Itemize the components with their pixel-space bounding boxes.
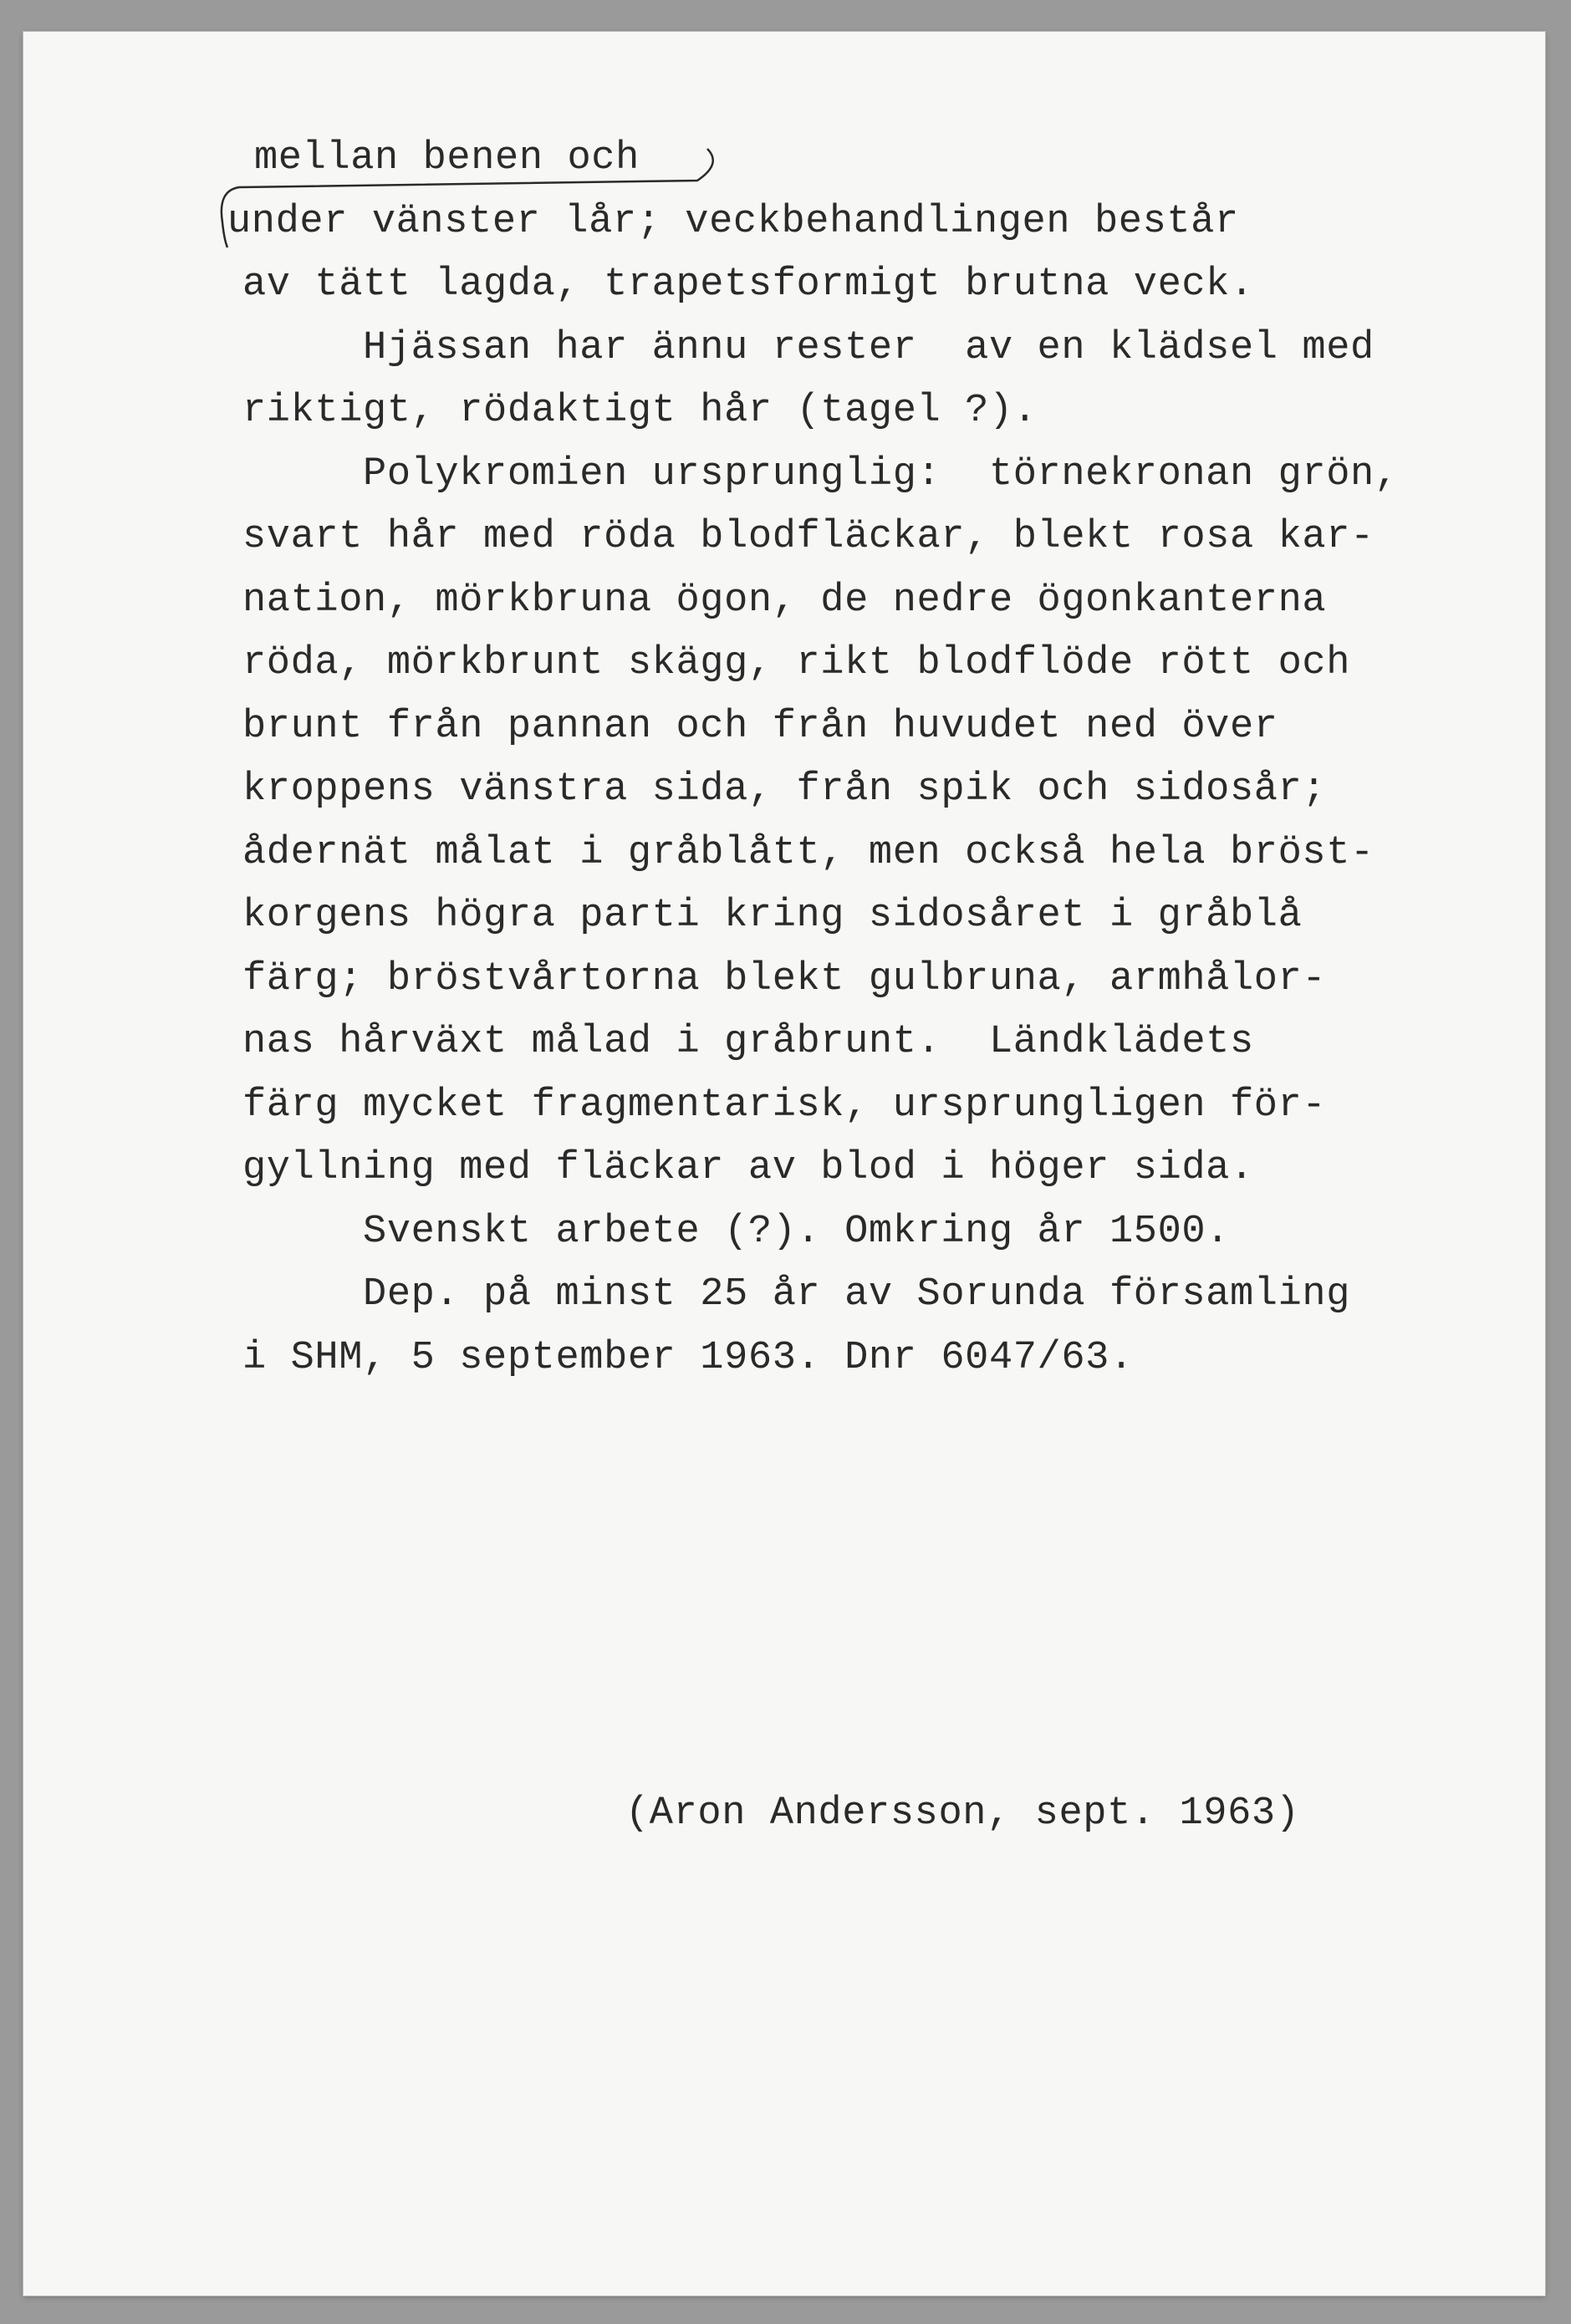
text-line-13: korgens högra parti kring sidosåret i gråblå (242, 894, 1303, 938)
text-line-1: mellan benen och (254, 136, 640, 181)
text-line-7: svart hår med röda blodfläckar, blekt rosa kar- (242, 515, 1375, 559)
text-line-15: nas hårväxt målad i gråbrunt. Ländklädets (242, 1020, 1254, 1064)
text-line-10: brunt från pannan och från huvudet ned över (242, 705, 1278, 749)
text-line-9: röda, mörkbrunt skägg, rikt blodflöde rött och (242, 641, 1351, 685)
text-line-4: Hjässan har ännu rester av en klädsel med (242, 326, 1375, 370)
text-line-16: färg mycket fragmentarisk, ursprungligen för- (242, 1083, 1327, 1128)
text-line-2: under vänster lår; veckbehandlingen består (227, 200, 1239, 244)
text-line-14: färg; bröstvårtorna blekt gulbruna, armhålor- (242, 957, 1327, 1001)
text-line-18: Svenskt arbete (?). Omkring år 1500. (242, 1210, 1230, 1254)
text-line-8: nation, mörkbruna ögon, de nedre ögonkanterna (242, 578, 1327, 623)
author-signature-line: (Aron Andersson, sept. 1963) (625, 1791, 1300, 1836)
text-line-11: kroppens vänstra sida, från spik och sidosår; (242, 767, 1327, 812)
text-line-3: av tätt lagda, trapetsformigt brutna veck. (242, 262, 1254, 307)
text-line-12: ådernät målat i gråblått, men också hela bröst- (242, 831, 1375, 875)
text-line-5: riktigt, rödaktigt hår (tagel ?). (242, 389, 1038, 433)
text-line-6: Polykromien ursprunglig: törnekronan grön, (242, 452, 1399, 497)
text-line-20: i SHM, 5 september 1963. Dnr 6047/63. (242, 1336, 1134, 1380)
text-line-17: gyllning med fläckar av blod i höger sida. (242, 1146, 1254, 1190)
typewritten-page (23, 32, 1545, 2296)
text-line-19: Dep. på minst 25 år av Sorunda församling (242, 1272, 1351, 1317)
